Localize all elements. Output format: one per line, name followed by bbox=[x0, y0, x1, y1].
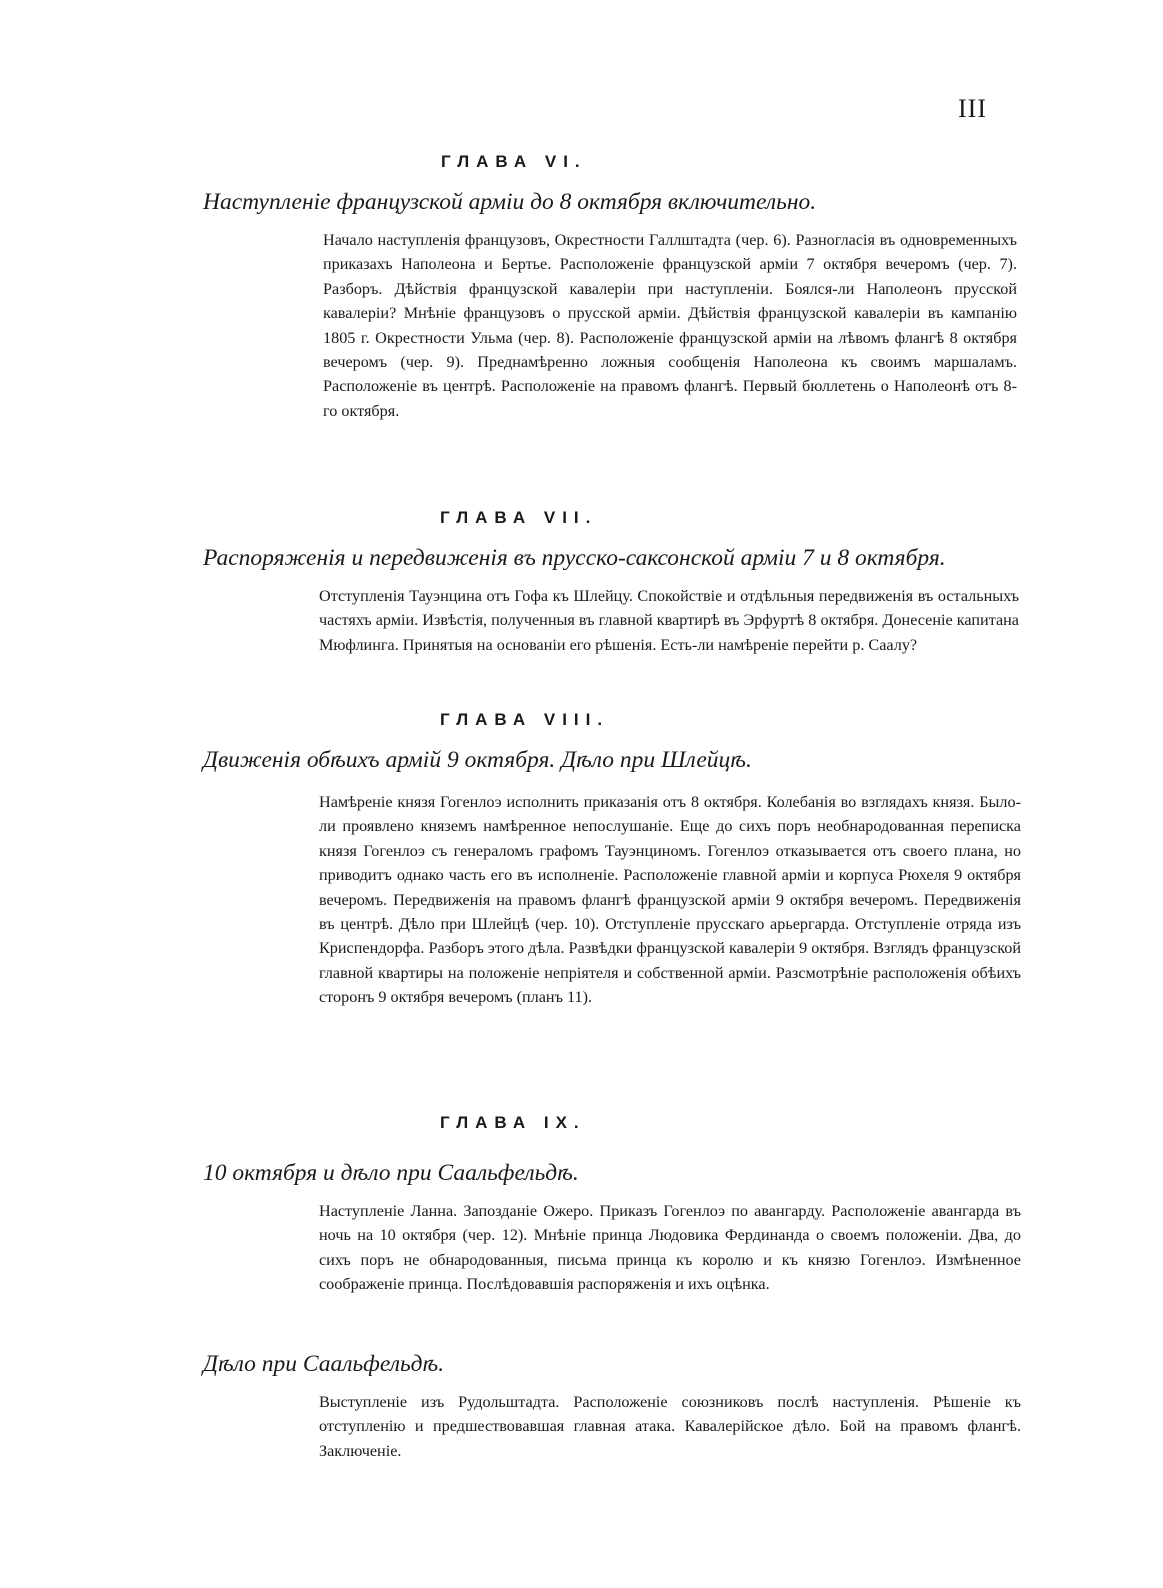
chapter-heading-viii: ГЛАВА VIII. bbox=[440, 710, 610, 729]
chapter-title-vi: Наступленіе французской арміи до 8 октября включительно. bbox=[203, 189, 817, 215]
chapter-title-ix: 10 октября и дѣло при Саальфельдѣ. bbox=[203, 1160, 579, 1186]
chapter-summary-viii: Намѣреніе князя Гогенлоэ исполнить приказанія отъ 8 октября. Колебанія во взглядахъ князя. Было-ли проявлено княземъ намѣренное непослушаніе. Еще до сихъ поръ необнародованная переписка князя Гогенлоэ съ генераломъ графомъ Тауэнциномъ. Гогенлоэ отказывается отъ своего плана, но приводитъ однако часть его въ исполненіе. Расположеніе главной арміи и корпуса Рюхеля 9 октября вечеромъ. Передвиженія на правомъ флангѣ французской арміи 9 октября вечеромъ. Передвиженія въ центрѣ. Дѣло при Шлейцѣ (чер. 10). Отступленіе прусскаго арьергарда. Отступленіе отряда изъ Криспендорфа. Разборъ этого дѣла. Развѣдки французской кавалеріи 9 октября. Взглядъ французской главной квартиры на положеніе непріятеля и собственной арміи. Разсмотрѣніе расположенія обѣихъ сторонъ 9 октября вечеромъ (планъ 11). bbox=[319, 793, 1021, 1007]
chapter-summary-ix: Наступленіе Ланна. Запозданіе Ожеро. Приказъ Гогенлоэ по авангарду. Расположеніе авангарда въ ночь на 10 октября (чер. 12). Мнѣніе принца Людовика Фердинанда о своемъ положеніи. Два, до сихъ поръ не обнародованныя, письма принца къ королю и къ князю Гогенлоэ. Измѣненное соображеніе принца. Послѣдовавшія распоряженія и ихъ оцѣнка. bbox=[319, 1202, 1021, 1294]
page-number: III bbox=[958, 94, 987, 123]
subsection-summary-saalfeld: Выступленіе изъ Рудольштадта. Расположеніе союзниковъ послѣ наступленія. Рѣшеніе къ отступленію и предшествовавшая главная атака. Кавалерійское дѣло. Бой на правомъ флангѣ. Заключеніе. bbox=[319, 1393, 1021, 1460]
chapter-heading-vii: ГЛАВА VII. bbox=[440, 508, 598, 527]
chapter-heading-vi: ГЛАВА VI. bbox=[441, 152, 587, 171]
chapter-title-viii: Движенія обѣихъ армій 9 октября. Дѣло при Шлейцѣ. bbox=[203, 747, 752, 773]
chapter-summary-vii: Отступленія Тауэнцина отъ Гофа къ Шлейцу. Спокойствіе и отдѣльныя передвиженія въ остальныхъ частяхъ арміи. Извѣстія, полученныя въ главной квартирѣ въ Эрфуртѣ 8 октября. Донесеніе капитана Мюфлинга. Принятыя на основаніи его рѣшенія. Есть-ли намѣреніе перейти р. Саалу? bbox=[319, 587, 1019, 654]
subsection-title-saalfeld: Дѣло при Саальфельдѣ. bbox=[203, 1351, 445, 1377]
chapter-heading-ix: ГЛАВА IX. bbox=[440, 1113, 586, 1132]
chapter-title-vii: Распоряженія и передвиженія въ прусско-саксонской арміи 7 и 8 октября. bbox=[203, 545, 946, 571]
chapter-summary-vi: Начало наступленія французовъ, Окрестности Галлштадта (чер. 6). Разногласія въ одновременныхъ приказахъ Наполеона и Бертье. Расположеніе французской арміи 7 октября вечеромъ (чер. 7). Разборъ. Дѣйствія французской кавалеріи при наступленіи. Боялся-ли Наполеонъ прусской кавалеріи? Мнѣніе французовъ о прусской арміи. Дѣйствія французской кавалеріи въ кампанію 1805 г. Окрестности Ульма (чер. 8). Расположеніе французской арміи на лѣвомъ флангѣ 8 октября вечеромъ (чер. 9). Преднамѣренно ложныя сообщенія Наполеона къ своимъ маршаламъ. Расположеніе въ центрѣ. Расположеніе на правомъ флангѣ. Первый бюллетень о Наполеонѣ отъ 8-го октября. bbox=[323, 231, 1017, 420]
